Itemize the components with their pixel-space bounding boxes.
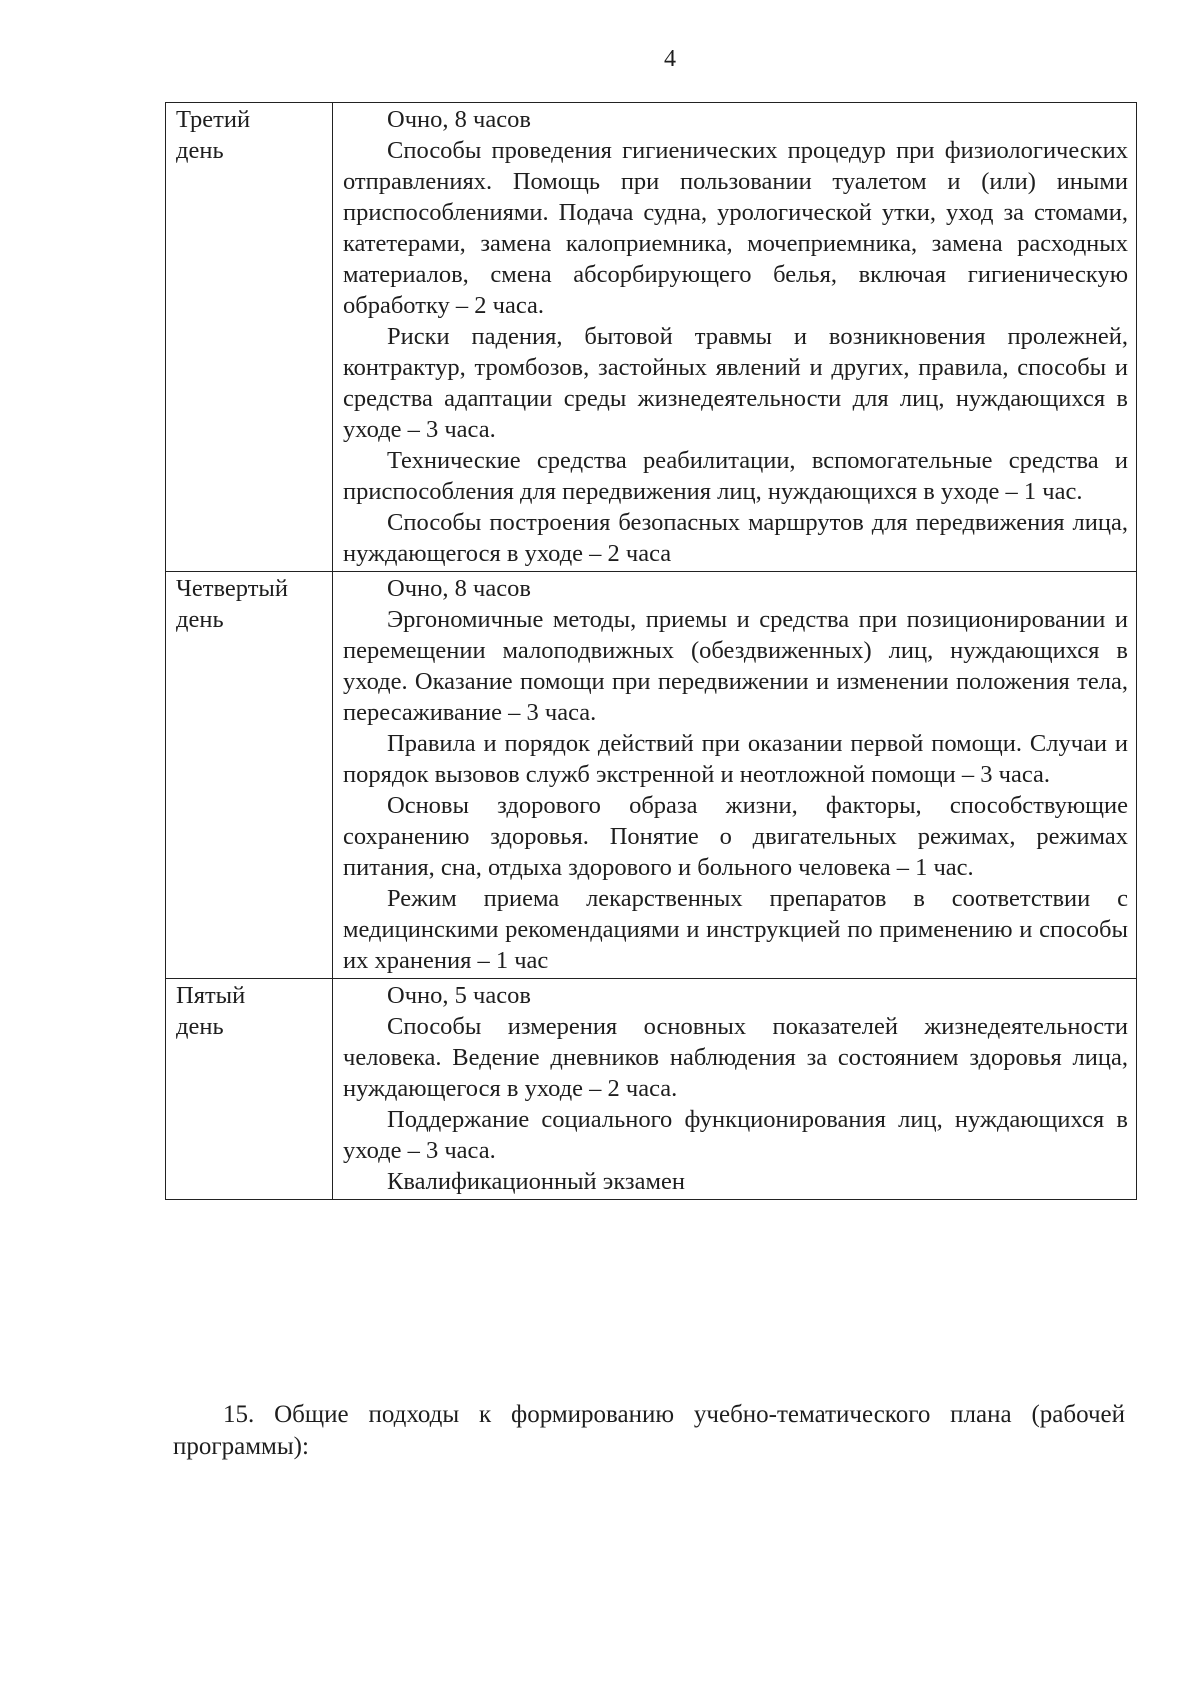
day-cell	[166, 979, 333, 1200]
topic-paragraph: Технические средства реабилитации, вспомогательные средства и приспособления для передвижения лиц, нуждающихся в уходе – 1 час.	[343, 447, 1128, 505]
mode-line: Очно, 8 часов	[387, 575, 531, 602]
table-row	[166, 103, 1137, 572]
topic-paragraph: Поддержание социального функционирования лиц, нуждающихся в уходе – 3 часа.	[343, 1106, 1128, 1164]
topic-paragraph: Способы проведения гигиенических процедур при физиологических отправлениях. Помощь при пользовании туалетом и (или) иными приспособлениями. Подача судна, урологической утки, уход за стомами, катетерами, замена калоприемника, мочеприемника, замена расходных материалов, смена абсорбирующего белья, включая гигиеническую обработку – 2 часа.	[343, 137, 1128, 319]
topic-paragraph: Риски падения, бытовой травмы и возникновения пролежней, контрактур, тромбозов, застойных явлений и других, правила, способы и средства адаптации среды жизнедеятельности для лиц, нуждающихся в уходе – 3 часа.	[343, 323, 1128, 443]
section-paragraph: 15. Общие подходы к формированию учебно-тематического плана (рабочей программы):	[173, 1401, 1125, 1460]
topic-paragraph: Квалификационный экзамен	[387, 1168, 685, 1195]
day-label: Третий день	[176, 106, 251, 164]
day-label: Пятый день	[176, 982, 246, 1040]
topic-paragraph: Способы измерения основных показателей жизнедеятельности человека. Ведение дневников наблюдения за состоянием здоровья лица, нуждающегося в уходе – 2 часа.	[343, 1013, 1128, 1102]
table-row	[166, 979, 1137, 1200]
day-cell	[166, 103, 333, 572]
topic-paragraph: Способы построения безопасных маршрутов для передвижения лица, нуждающегося в уходе – 2 часа	[343, 509, 1128, 567]
day-label: Четвертый день	[176, 575, 289, 633]
topic-paragraph: Основы здорового образа жизни, факторы, способствующие сохранению здоровья. Понятие о двигательных режимах, режимах питания, сна, отдыха здорового и больного человека – 1 час.	[343, 792, 1128, 881]
topic-paragraph: Правила и порядок действий при оказании первой помощи. Случаи и порядок вызовов служб экстренной и неотложной помощи – 3 часа.	[343, 730, 1128, 788]
topic-paragraph: Режим приема лекарственных препаратов в соответствии с медицинскими рекомендациями и инструкцией по применению и способы их хранения – 1 час	[343, 885, 1128, 974]
table-row	[166, 572, 1137, 979]
mode-line: Очно, 5 часов	[387, 982, 531, 1009]
content-cell	[333, 572, 1137, 979]
day-cell	[166, 572, 333, 979]
page-number: 4	[664, 46, 676, 72]
mode-line: Очно, 8 часов	[387, 106, 531, 133]
schedule-table	[165, 102, 1137, 1200]
content-cell	[333, 979, 1137, 1200]
topic-paragraph: Эргономичные методы, приемы и средства при позиционировании и перемещении малоподвижных (обездвиженных) лиц, нуждающихся в уходе. Оказание помощи при передвижении и изменении положения тела, пересаживание – 3 часа.	[343, 606, 1128, 726]
content-cell	[333, 103, 1137, 572]
